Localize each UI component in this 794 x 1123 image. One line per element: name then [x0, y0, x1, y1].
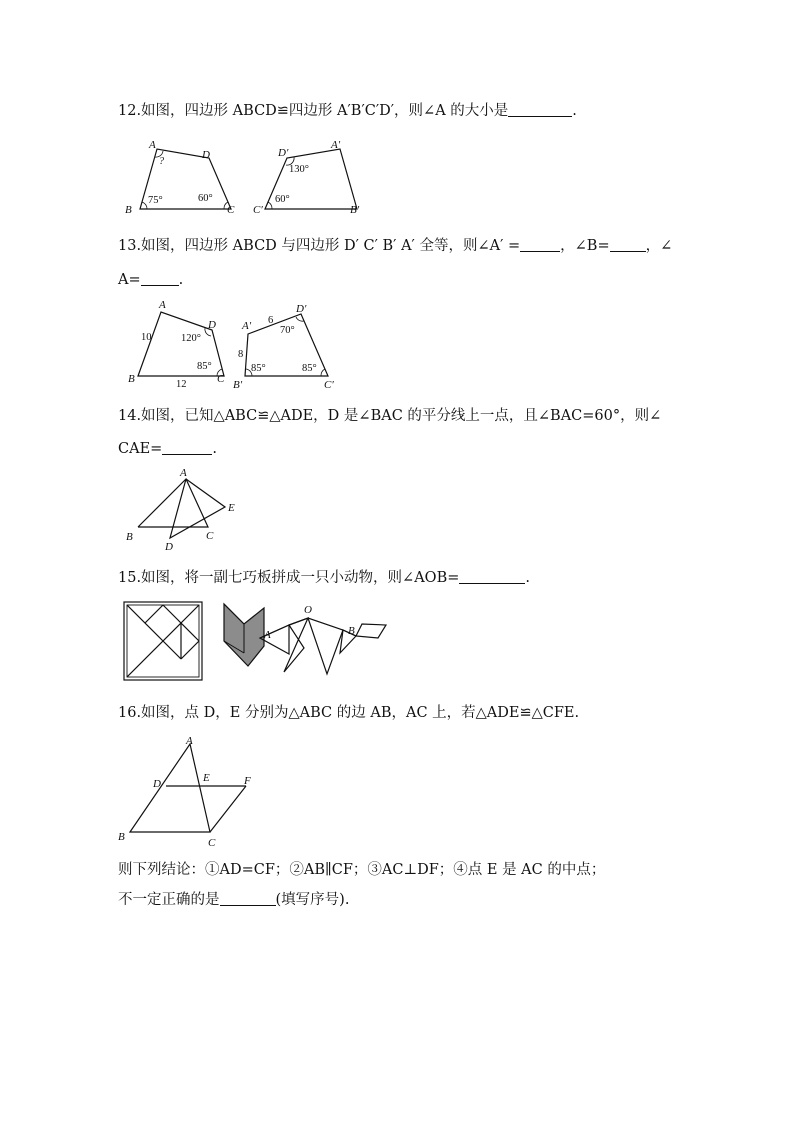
label-a-prime: A′ [242, 320, 252, 332]
label-b: B [126, 531, 133, 543]
question-16-answer [118, 890, 349, 910]
label-b: B [348, 625, 355, 637]
question-13-a-prefix: A= [118, 272, 141, 288]
angle-c-value: 60° [198, 193, 213, 204]
triangle-ade [170, 479, 225, 538]
side-ad-value: 6 [268, 315, 274, 326]
question-14-text: 14.如图，已知△ABC≌△ADE，D 是∠BAC 的平分线上一点，且∠BAC=60°，则∠ [118, 408, 662, 424]
label-a: A [159, 299, 166, 311]
question-14-prefix: CAE= [118, 441, 163, 457]
label-b: B [118, 831, 125, 843]
label-b: B [125, 204, 132, 216]
side-ab-value: 10 [141, 332, 152, 343]
question-13-mid1: ，∠B= [560, 238, 610, 254]
answer-prefix: 不一定正确的是 [118, 892, 220, 908]
label-b: B [128, 373, 135, 385]
answer-blank[interactable] [508, 101, 572, 117]
angle-c-prime-value: 85° [302, 363, 317, 374]
answer-blank[interactable] [459, 568, 525, 584]
question-13-line2 [118, 270, 183, 290]
unknown-angle-mark: ? [159, 156, 164, 167]
label-a: A [186, 735, 193, 747]
question-16-conclusions [118, 860, 605, 880]
answer-blank[interactable] [162, 439, 212, 455]
segment-cf [210, 786, 246, 832]
label-a-prime: A′ [331, 139, 341, 151]
side-ab-value: 8 [238, 349, 244, 360]
label-c-prime: C′ [253, 204, 263, 216]
question-15 [118, 568, 530, 588]
question-16-text: 16.如图，点 D，E 分别为△ABC 的边 AB，AC 上，若△ADE≌△CFE. [118, 705, 580, 721]
question-13-mid2: ，∠ [645, 238, 673, 254]
conclusions-text: 则下列结论：①AD=CF；②AB∥CF；③AC⊥DF；④点 E 是 AC 的中点； [118, 862, 606, 878]
angle-d-value: 120° [181, 333, 201, 344]
label-c: C [206, 530, 214, 542]
question-end-punct: . [572, 103, 577, 119]
answer-blank[interactable] [220, 890, 276, 906]
question-12 [118, 101, 577, 121]
tangram-square [124, 602, 202, 680]
question-end-punct: . [525, 570, 530, 586]
triangle-abc [138, 479, 208, 527]
side-bc-value: 12 [176, 379, 187, 390]
label-b-prime: B′ [350, 204, 360, 216]
label-d-prime: D′ [296, 303, 307, 315]
question-14 [118, 406, 661, 426]
answer-suffix: (填写序号). [275, 892, 350, 908]
answer-blank-a[interactable] [141, 270, 179, 286]
label-e: E [228, 502, 235, 514]
angle-c-prime-value: 60° [275, 194, 290, 205]
label-c: C [217, 373, 225, 385]
question-16 [118, 703, 579, 723]
question-end-punct: . [178, 272, 184, 288]
question-13 [118, 236, 672, 256]
q14-figure [118, 466, 248, 556]
label-o: O [304, 604, 312, 616]
question-12-text: 12.如图，四边形 ABCD≌四边形 A′B′C′D′，则∠A 的大小是 [118, 103, 509, 119]
label-b-prime: B′ [233, 379, 243, 391]
answer-blank-a1[interactable] [520, 236, 560, 252]
answer-blank-b[interactable] [610, 236, 646, 252]
angle-b-prime-value: 85° [251, 363, 266, 374]
label-a: A [149, 139, 156, 151]
angle-d-prime-value: 130° [289, 164, 309, 175]
label-c: C [208, 837, 216, 849]
angle-c-value: 85° [197, 361, 212, 372]
label-d: D [208, 319, 216, 331]
label-c-prime: C′ [324, 379, 334, 391]
label-c: C [227, 204, 235, 216]
label-d: D [202, 149, 210, 161]
triangle-abc [130, 744, 210, 832]
label-d: D [165, 541, 173, 553]
q15-figure [118, 598, 390, 686]
label-f: F [244, 775, 251, 787]
label-d-prime: D′ [278, 147, 289, 159]
question-14-line2 [118, 439, 217, 459]
q13-figure [118, 298, 358, 393]
angle-b-value: 75° [148, 195, 163, 206]
question-13-text: 13.如图，四边形 ABCD 与四边形 D′ C′ B′ A′ 全等，则∠A′ = [118, 238, 521, 254]
angle-d-prime-value: 70° [280, 325, 295, 336]
label-a: A [180, 467, 187, 479]
question-15-text: 15.如图，将一副七巧板拼成一只小动物，则∠AOB= [118, 570, 460, 586]
q16-figure [118, 734, 263, 852]
label-d: D [153, 778, 161, 790]
label-a: A [264, 629, 271, 641]
label-e: E [203, 772, 210, 784]
q12-figure [118, 138, 368, 220]
question-end-punct: . [212, 441, 217, 457]
